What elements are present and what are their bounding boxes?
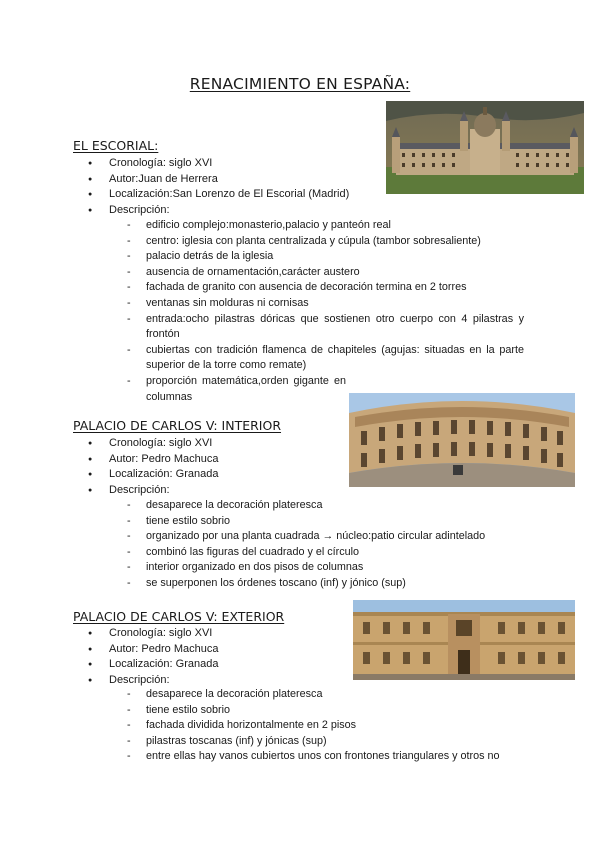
bullet-list-palacio-interior <box>88 436 218 498</box>
list-item: ● Localización: Granada <box>88 657 218 673</box>
list-item: - cubiertas con tradición flamenca de chapiteles (agujas: situadas en la parte superior de la torre como remate) <box>127 343 524 374</box>
list-item: - entrada:ocho pilastras dóricas que sostienen otro cuerpo con 4 pilastras y frontón <box>127 312 524 343</box>
list-item: - combinó las figuras del cuadrado y el círculo <box>127 545 547 561</box>
page-title: RENACIMIENTO EN ESPAÑA: <box>189 75 411 93</box>
palacio-interior-photo <box>349 393 575 487</box>
section-heading-escorial: EL ESCORIAL: <box>73 138 159 153</box>
list-item: - interior organizado en dos pisos de columnas <box>127 560 547 576</box>
list-item: ● Cronología: siglo XVI <box>88 436 218 452</box>
list-item: - fachada dividida horizontalmente en 2 pisos <box>127 718 547 734</box>
detail-list-palacio-exterior <box>127 687 547 765</box>
list-item: ● Cronología: siglo XVI <box>88 626 218 642</box>
list-item: ● Descripción: <box>88 673 218 689</box>
section-heading-palacio-interior: PALACIO DE CARLOS V: INTERIOR <box>73 418 282 433</box>
list-item: - proporción matemática,orden gigante en columnas <box>127 374 346 405</box>
list-item: - ausencia de ornamentación,carácter austero <box>127 265 524 281</box>
detail-list-escorial <box>127 218 524 405</box>
list-item: ● Autor:Juan de Herrera <box>88 172 349 188</box>
list-item: ● Descripción: <box>88 203 349 219</box>
section-heading-palacio-exterior: PALACIO DE CARLOS V: EXTERIOR <box>73 609 285 624</box>
list-item: - desaparece la decoración plateresca <box>127 498 547 514</box>
list-item: - tiene estilo sobrio <box>127 514 547 530</box>
list-item: - tiene estilo sobrio <box>127 703 547 719</box>
list-item: - edificio complejo:monasterio,palacio y panteón real <box>127 218 524 234</box>
bullet-list-palacio-exterior <box>88 626 218 688</box>
list-item: ● Localización: Granada <box>88 467 218 483</box>
list-item: ● Cronología: siglo XVI <box>88 156 349 172</box>
list-item: - organizado por una planta cuadrada → núcleo:patio circular adintelado <box>127 529 547 545</box>
list-item: - fachada de granito con ausencia de decoración termina en 2 torres <box>127 280 524 296</box>
list-item: - se superponen los órdenes toscano (inf) y jónico (sup) <box>127 576 547 592</box>
list-item: - centro: iglesia con planta centralizada y cúpula (tambor sobresaliente) <box>127 234 524 250</box>
escorial-photo <box>386 101 584 194</box>
list-item: - ventanas sin molduras ni cornisas <box>127 296 524 312</box>
list-item: ● Autor: Pedro Machuca <box>88 642 218 658</box>
list-item: ● Descripción: <box>88 483 218 499</box>
list-item: - pilastras toscanas (inf) y jónicas (sup) <box>127 734 547 750</box>
list-item: ● Autor: Pedro Machuca <box>88 452 218 468</box>
list-item: - desaparece la decoración plateresca <box>127 687 547 703</box>
bullet-list-escorial <box>88 156 349 218</box>
list-item: ● Localización:San Lorenzo de El Escorial (Madrid) <box>88 187 349 203</box>
list-item: - entre ellas hay vanos cubiertos unos con frontones triangulares y otros no <box>127 749 547 765</box>
palacio-exterior-photo <box>353 600 575 680</box>
detail-list-palacio-interior <box>127 498 547 592</box>
list-item: - palacio detrás de la iglesia <box>127 249 524 265</box>
